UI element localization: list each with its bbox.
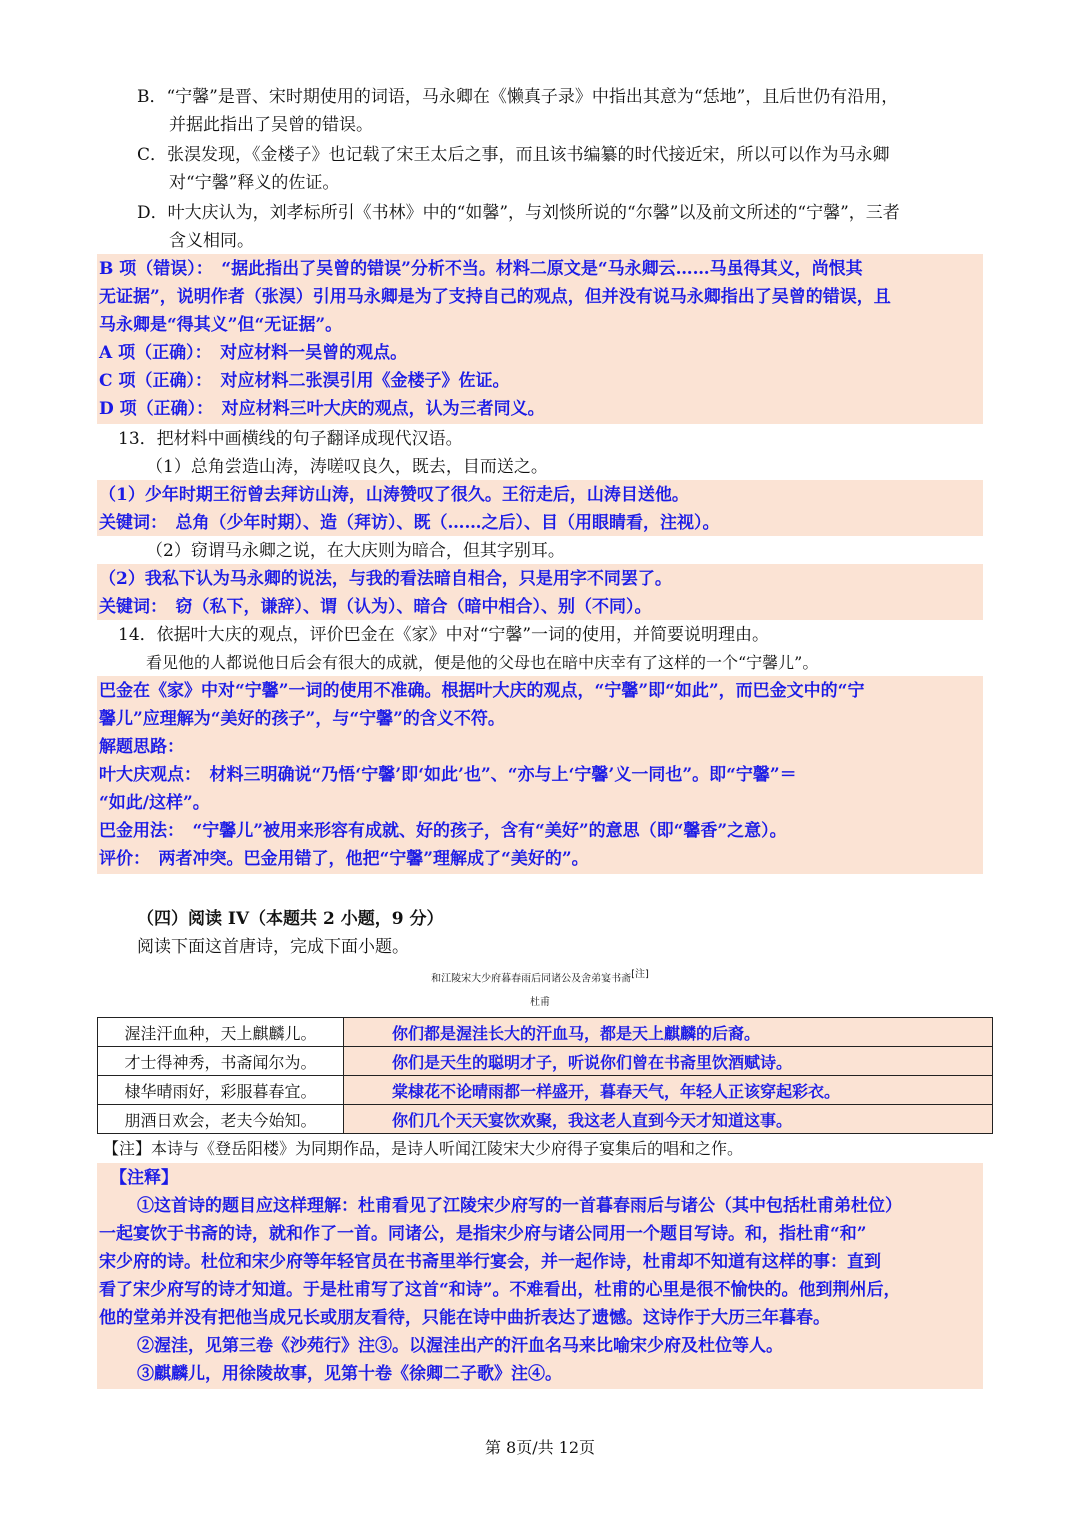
q12-answer-line-5: C 项（正确）： 对应材料二张淏引用《金楼子》佐证。	[99, 371, 510, 391]
poem-title-line	[0, 962, 1080, 992]
q14-quote: 看见他的人都说他日后会有很大的成就，便是他的父母也在暗中庆幸有了这样的一个“宁馨儿”。	[146, 653, 819, 672]
commentary-line-7: ③麒麟儿，用徐陵故事，见第十卷《徐卿二子歌》注④。	[137, 1364, 562, 1384]
q12-answer-line-4: A 项（正确）： 对应材料一吴曾的观点。	[99, 343, 408, 363]
commentary-line-1: ①这首诗的题目应这样理解：杜甫看见了江陵宋少府写的一首暮春雨后与诸公（其中包括杜甫弟杜位）	[137, 1196, 902, 1216]
q14-answer-line-3: 解题思路：	[99, 737, 184, 757]
q14-answer-line-6: 巴金用法： “宁馨儿”被用来形容有成就、好的孩子，含有“美好”的意思（即“馨香”之意）。	[99, 821, 787, 841]
q12-answer-line-6: D 项（正确）： 对应材料三叶大庆的观点，认为三者同义。	[99, 399, 545, 419]
option-b-line-2: 并据此指出了吴曾的错误。	[169, 115, 373, 135]
q13-answer-2-line-2: 关键词： 窃（私下，谦辞）、谓（认为）、暗合（暗中相合）、别（不同）。	[99, 597, 652, 617]
q13-sentence-2: （2）窃谓马永卿之说，在大庆则为暗合，但其字别耳。	[146, 541, 565, 561]
poem-row	[98, 1105, 993, 1134]
q13-answer-1-line-2: 关键词： 总角（少年时期）、造（拜访）、既（……之后）、目（用眼睛看，注视）。	[99, 513, 720, 533]
commentary-line-4: 看了宋少府写的诗才知道。于是杜甫写了这首“和诗”。不难看出，杜甫的心里是很不愉快的。他到荆州后，	[99, 1280, 901, 1300]
poem-line-translation: 你们都是渥洼长大的汗血马，都是天上麒麟的后裔。	[344, 1018, 993, 1047]
poem-line-original: 渥洼汗血种，天上麒麟儿。	[98, 1018, 344, 1047]
poem-author: 杜甫	[530, 997, 550, 1008]
poem-line-translation: 棠棣花不论晴雨都一样盛开，暮春天气，年轻人正该穿起彩衣。	[344, 1076, 993, 1105]
q13-sentence-1: （1）总角尝造山涛，涛嗟叹良久，既去，目而送之。	[146, 457, 548, 477]
poem-line-original: 才士得神秀，书斋闻尔为。	[98, 1047, 344, 1076]
poem-note: 【注】本诗与《登岳阳楼》为同期作品，是诗人听闻江陵宋大少府得子宴集后的唱和之作。	[103, 1139, 744, 1158]
q14-stem: 14．依据叶大庆的观点，评价巴金在《家》中对“宁馨”一词的使用，并简要说明理由。	[118, 625, 770, 645]
commentary-line-6: ②渥洼，见第三卷《沙苑行》注③。以渥洼出产的汗血名马来比喻宋少府及杜位等人。	[137, 1336, 783, 1356]
poem-title-note-mark: [注]	[631, 969, 649, 980]
q13-stem: 13．把材料中画横线的句子翻译成现代汉语。	[118, 429, 463, 449]
q14-answer-line-5: “如此/这样”。	[99, 793, 210, 813]
q14-answer-line-7: 评价： 两者冲突。巴金用错了，他把“宁馨”理解成了“美好的”。	[99, 849, 589, 869]
commentary-line-2: 一起宴饮于书斋的诗，就和作了一首。同诸公，是指宋少府与诸公同用一个题目写诗。和，指杜甫“和”	[99, 1224, 867, 1244]
poem-row	[98, 1018, 993, 1047]
commentary-line-5: 他的堂弟并没有把他当成兄长或朋友看待，只能在诗中曲折表达了遗憾。这诗作于大历三年暮春。	[99, 1308, 830, 1328]
q12-answer-line-2: 无证据”，说明作者（张淏）引用马永卿是为了支持自己的观点，但并没有说马永卿指出了吴曾的错误，且	[99, 287, 891, 307]
poem-row	[98, 1076, 993, 1105]
poem-line-translation: 你们是天生的聪明才子，听说你们曾在书斋里饮酒赋诗。	[344, 1047, 993, 1076]
section-4-instruction: 阅读下面这首唐诗，完成下面小题。	[137, 937, 409, 957]
poem-line-original: 朋酒日欢会，老夫今始知。	[98, 1105, 344, 1134]
q12-answer-line-1: B 项（错误）： “据此指出了吴曾的错误”分析不当。材料二原文是“马永卿云……马虽得其义，尚恨其	[99, 259, 863, 279]
option-c-line-1: C．张淏发现，《金楼子》也记载了宋王太后之事，而且该书编纂的时代接近宋，所以可以作为马永卿	[137, 145, 890, 165]
q14-answer-line-4: 叶大庆观点： 材料三明确说“乃悟‘宁馨’即‘如此’也”、“亦与上‘宁馨’义一同也”。即“宁馨”＝	[99, 765, 797, 785]
option-b-line-1: B．“宁馨”是晋、宋时期使用的词语，马永卿在《懒真子录》中指出其意为“恁地”，且后世仍有沿用，	[137, 87, 899, 107]
poem-line-translation: 你们几个天天宴饮欢聚，我这老人直到今天才知道这事。	[344, 1105, 993, 1134]
commentary-line-3: 宋少府的诗。杜位和宋少府等年轻官员在书斋里举行宴会，并一起作诗，杜甫却不知道有这样的事：直到	[99, 1252, 881, 1272]
poem-table	[97, 1017, 993, 1134]
commentary-title: 【注释】	[110, 1168, 178, 1188]
option-c-line-2: 对“宁馨”释义的佐证。	[169, 173, 340, 193]
q13-answer-1-line-1: （1）少年时期王衍曾去拜访山涛，山涛赞叹了很久。王衍走后，山涛目送他。	[99, 485, 689, 505]
q14-answer-line-2: 馨儿”应理解为“美好的孩子”，与“宁馨”的含义不符。	[99, 709, 505, 729]
poem-line-original: 棣华晴雨好，彩服暮春宜。	[98, 1076, 344, 1105]
poem-title: 和江陵宋大少府暮春雨后同诸公及舍弟宴书斋	[431, 973, 632, 985]
section-4-heading: （四）阅读 IV（本题共 2 小题，9 分）	[137, 909, 444, 929]
option-d-line-2: 含义相同。	[169, 231, 254, 251]
poem-row	[98, 1047, 993, 1076]
option-d-line-1: D．叶大庆认为，刘孝标所引《书林》中的“如馨”，与刘惔所说的“尔馨”以及前文所述的“宁馨”，三者	[137, 203, 900, 223]
q12-answer-line-3: 马永卿是“得其义”但“无证据”。	[99, 315, 343, 335]
page-footer: 第 8页/共 12页	[484, 1438, 596, 1457]
q14-answer-line-1: 巴金在《家》中对“宁馨”一词的使用不准确。根据叶大庆的观点，“宁馨”即“如此”，而巴金文中的“宁	[99, 681, 865, 701]
q13-answer-2-line-1: （2）我私下认为马永卿的说法，与我的看法暗自相合，只是用字不同罢了。	[99, 569, 672, 589]
